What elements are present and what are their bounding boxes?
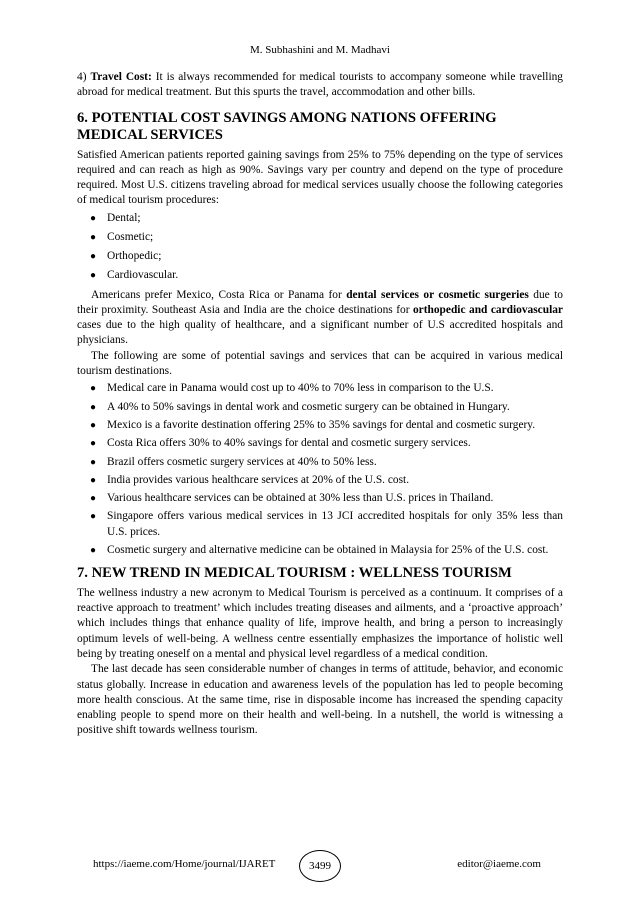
page-footer [77, 850, 563, 882]
list-item: ● Various healthcare services can be obtained at 30% less than U.S. prices in Thailand. [77, 491, 563, 506]
procedure-categories-list [77, 211, 563, 284]
section-6-paragraph-3: The following are some of potential savings and services that can be acquired in various medical tourism destinations. [77, 349, 563, 378]
list-item: ● Medical care in Panama would cost up to 40% to 70% less in comparison to the U.S. [77, 381, 563, 396]
bullet-icon: ● [90, 474, 97, 486]
bullet-icon: ● [90, 456, 97, 468]
bullet-icon: ● [90, 419, 97, 431]
bullet-icon: ● [90, 493, 97, 505]
list-item: ● Cardiovascular. [77, 268, 563, 283]
section-7-paragraph-1: The wellness industry a new acronym to Medical Tourism is perceived as a continuum. It comprises of a reactive approach to treatment’ which includes treating diseases and ailments, and a ‘proactive approach’ which includes things that enhance quality of life, improve health, and bring a person to increasingly optimum levels of well-being. A wellness centre essentially emphasizes the importance of holistic well being by treating oneself on a mental and physical level regardless of a medical condition. [77, 586, 563, 660]
bullet-icon: ● [90, 231, 97, 243]
list-item: ● Costa Rica offers 30% to 40% savings for dental and cosmetic surgery services. [77, 436, 563, 451]
travel-cost-paragraph [77, 70, 563, 101]
bullet-icon: ● [90, 438, 97, 450]
page-number: 3499 [299, 850, 341, 882]
section-6-paragraph-1: Satisfied American patients reported gaining savings from 25% to 75% depending on the type of services required and can reach as high as 90%. Savings vary per country and depend on the type of procedure required. Most U.S. citizens traveling abroad for medical services usually choose the following categories of medical tourism procedures: [77, 148, 563, 207]
section-7-heading: 7. NEW TREND IN MEDICAL TOURISM : WELLNESS TOURISM [77, 565, 512, 582]
section-7-paragraph-2: The last decade has seen considerable number of changes in terms of attitude, behavior, and economic status globally. Increase in education and awareness levels of the population has led to people becoming more health conscious. At the same time, rise in disposable income has increased the spending capacity enabling people to spend more on their health and well-being. In a nutshell, the world is witnessing a positive shift towards wellness tourism. [77, 663, 563, 737]
section-6-heading: 6. POTENTIAL COST SAVINGS AMONG NATIONS OFFERING MEDICAL SERVICES [77, 109, 497, 144]
list-item: ● Orthopedic; [77, 249, 563, 264]
travel-cost-text: It is always recommended for medical tourists to accompany someone while travelling abroad for medical treatment. But this spurts the travel, accommodation and other bills. [77, 71, 564, 99]
list-item: ● India provides various healthcare services at 20% of the U.S. cost. [77, 473, 563, 488]
section-6-paragraph-2: Americans prefer Mexico, Costa Rica or Panama for dental services or cosmetic surgeries due to their proximity. Southeast Asia and India are the choice destinations for orthopedic and cardiovascular cases due to the high quality of healthcare, and a significant number of U.S accredited hospitals and physicians. [77, 288, 563, 347]
list-item: ● Dental; [77, 211, 563, 226]
article-body [77, 70, 563, 739]
bullet-icon: ● [90, 212, 97, 224]
bullet-icon: ● [90, 544, 97, 556]
editor-email: editor@iaeme.com [457, 858, 541, 870]
list-item: ● Singapore offers various medical services in 13 JCI accredited hospitals for only 35% less than U.S. prices. [90, 510, 563, 538]
list-item: ● Mexico is a favorite destination offering 25% to 35% savings for dental and cosmetic surgery. [77, 418, 563, 433]
bold-phrase: orthopedic and cardiovascular [412, 303, 563, 316]
list-item: ● Cosmetic surgery and alternative medicine can be obtained in Malaysia for 25% of the U.S. cost. [77, 543, 563, 558]
travel-cost-label: Travel Cost: [90, 71, 152, 83]
bullet-icon: ● [90, 401, 97, 413]
item-number: 4) [77, 71, 91, 83]
journal-url: https://iaeme.com/Home/journal/IJARET [93, 858, 276, 870]
bold-phrase: dental services or cosmetic surgeries [346, 288, 529, 301]
bullet-icon: ● [90, 511, 97, 523]
bullet-icon: ● [90, 270, 97, 282]
list-item: ● Brazil offers cosmetic surgery services at 40% to 50% less. [77, 455, 563, 470]
running-header: M. Subhashini and M. Madhavi [250, 44, 390, 56]
bullet-icon: ● [90, 251, 97, 263]
list-item: ● A 40% to 50% savings in dental work and cosmetic surgery can be obtained in Hungary. [77, 400, 563, 415]
bullet-icon: ● [90, 383, 97, 395]
savings-list [77, 381, 563, 558]
list-item: ● Cosmetic; [77, 230, 563, 245]
